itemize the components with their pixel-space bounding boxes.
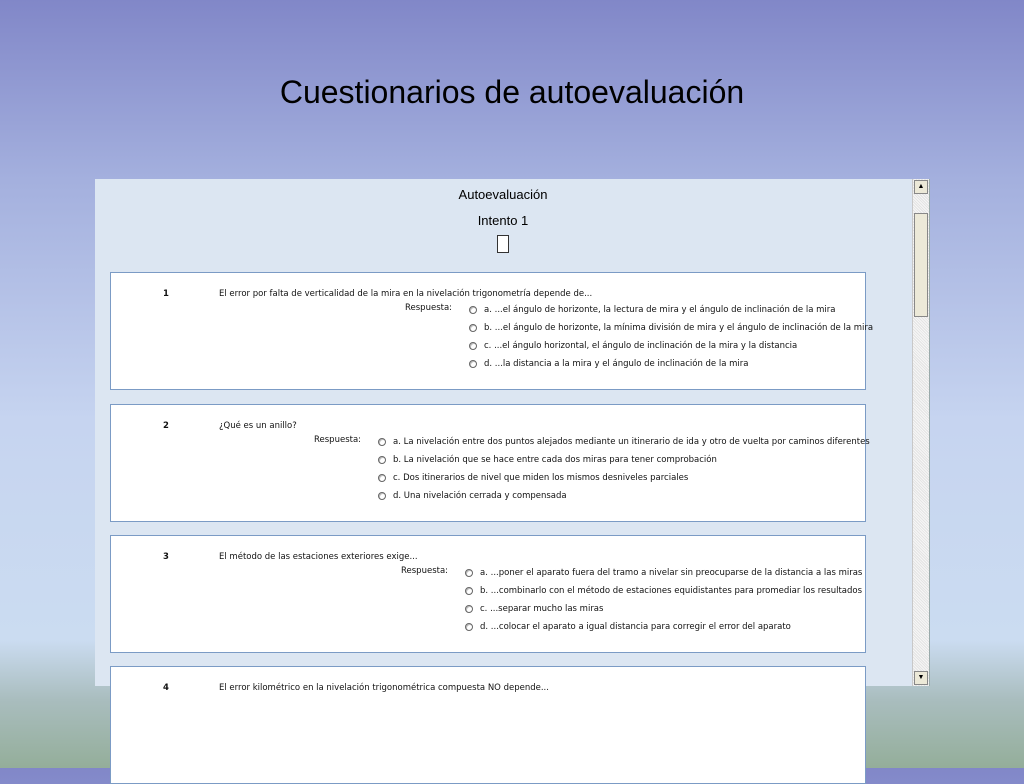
quiz-window bbox=[95, 179, 930, 693]
answer-option-3d[interactable]: d. ...colocar el aparato a igual distancia para corregir el error del aparato bbox=[465, 622, 791, 632]
radio-button[interactable] bbox=[465, 569, 473, 577]
quiz-heading: Autoevaluación bbox=[458, 187, 548, 202]
question-number: 3 bbox=[163, 552, 169, 562]
response-label: Respuesta: bbox=[401, 566, 449, 576]
answer-option-1a[interactable]: a. ...el ángulo de horizonte, la lectura de mira y el ángulo de inclinación de la mira bbox=[469, 305, 835, 315]
scroll-down-arrow-icon[interactable]: ▼ bbox=[914, 671, 928, 685]
question-number: 2 bbox=[163, 421, 169, 431]
question-text: ¿Qué es un anillo? bbox=[219, 421, 297, 431]
quiz-content bbox=[95, 179, 911, 693]
radio-button[interactable] bbox=[469, 342, 477, 350]
response-label: Respuesta: bbox=[314, 435, 362, 445]
slide-title: Cuestionarios de autoevaluación bbox=[279, 74, 745, 110]
answer-option-3b[interactable]: b. ...combinarlo con el método de estaciones equidistantes para promediar los resultados bbox=[465, 586, 862, 596]
radio-button[interactable] bbox=[465, 623, 473, 631]
scrollbar-thumb[interactable] bbox=[914, 213, 928, 317]
answer-option-2c[interactable]: c. Dos itinerarios de nivel que miden los mismos desniveles parciales bbox=[378, 473, 688, 483]
radio-button[interactable] bbox=[378, 456, 386, 464]
answer-option-2a[interactable]: a. La nivelación entre dos puntos alejados mediante un itinerario de ida y otro de vuelta por caminos diferentes bbox=[378, 437, 870, 447]
response-label: Respuesta: bbox=[405, 303, 453, 313]
radio-button[interactable] bbox=[465, 587, 473, 595]
question-text: El error kilométrico en la nivelación trigonométrica compuesta NO depende... bbox=[219, 683, 549, 693]
radio-button[interactable] bbox=[469, 324, 477, 332]
question-card-2 bbox=[110, 404, 870, 522]
question-card-4 bbox=[110, 666, 866, 784]
radio-button[interactable] bbox=[469, 306, 477, 314]
radio-button[interactable] bbox=[469, 360, 477, 368]
question-number: 1 bbox=[163, 289, 169, 299]
scroll-up-arrow-icon[interactable]: ▲ bbox=[914, 180, 928, 194]
answer-option-1c[interactable]: c. ...el ángulo horizontal, el ángulo de inclinación de la mira y la distancia bbox=[469, 341, 797, 351]
radio-button[interactable] bbox=[465, 605, 473, 613]
answer-option-1d[interactable]: d. ...la distancia a la mira y el ángulo de inclinación de la mira bbox=[469, 359, 748, 369]
question-number: 4 bbox=[163, 683, 169, 693]
answer-option-2d[interactable]: d. Una nivelación cerrada y compensada bbox=[378, 491, 567, 501]
attempt-label: Intento 1 bbox=[477, 213, 529, 228]
answer-option-3a[interactable]: a. ...poner el aparato fuera del tramo a nivelar sin preocuparse de la distancia a las miras bbox=[465, 568, 862, 578]
vertical-scrollbar[interactable] bbox=[912, 179, 929, 686]
flag-icon[interactable] bbox=[497, 235, 509, 253]
answer-option-1b[interactable]: b. ...el ángulo de horizonte, la mínima división de mira y el ángulo de inclinación de la mira bbox=[469, 323, 873, 333]
radio-button[interactable] bbox=[378, 474, 386, 482]
answer-option-3c[interactable]: c. ...separar mucho las miras bbox=[465, 604, 603, 614]
question-card-1 bbox=[110, 272, 874, 390]
question-text: El error por falta de verticalidad de la mira en la nivelación trigonometría depende de... bbox=[219, 289, 593, 299]
question-text: El método de las estaciones exteriores exige... bbox=[219, 552, 418, 562]
radio-button[interactable] bbox=[378, 438, 386, 446]
question-card-3 bbox=[110, 535, 866, 653]
answer-option-2b[interactable]: b. La nivelación que se hace entre cada dos miras para tener comprobación bbox=[378, 455, 717, 465]
radio-button[interactable] bbox=[378, 492, 386, 500]
